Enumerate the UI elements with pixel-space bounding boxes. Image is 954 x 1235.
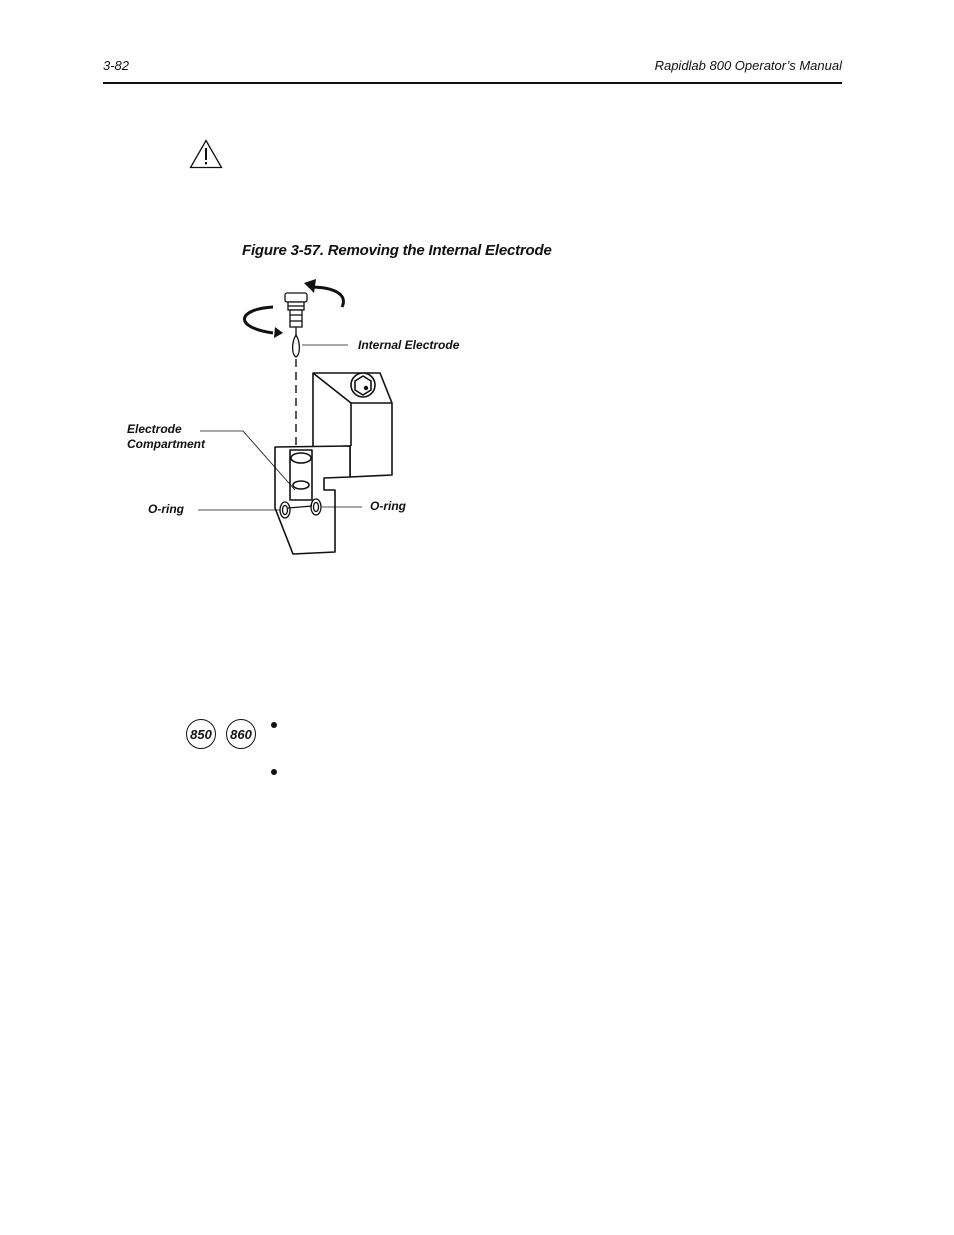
callout-compartment-label: Compartment bbox=[127, 437, 206, 451]
bullet-point-1 bbox=[271, 722, 277, 728]
arrowhead-top bbox=[304, 279, 316, 293]
model-badge-850: 850 bbox=[186, 719, 216, 749]
manual-title: Rapidlab 800 Operator’s Manual bbox=[654, 58, 842, 73]
bullet-point-2 bbox=[271, 769, 277, 775]
electrode-removal-figure bbox=[120, 275, 480, 565]
header-rule bbox=[103, 82, 842, 84]
callout-oring-left: O-ring bbox=[148, 502, 184, 516]
warning-triangle-icon bbox=[189, 139, 223, 169]
figure-caption: Figure 3-57. Removing the Internal Electrode bbox=[242, 242, 552, 259]
callout-oring-right: O-ring bbox=[370, 499, 406, 513]
arrowhead-bottom bbox=[274, 327, 283, 338]
page-number: 3-82 bbox=[103, 58, 130, 73]
callout-electrode-label: Electrode bbox=[127, 422, 182, 436]
callout-internal-electrode: Internal Electrode bbox=[358, 338, 460, 352]
model-badge-860: 860 bbox=[226, 719, 256, 749]
electrode-housing bbox=[275, 373, 392, 554]
internal-electrode-drawing bbox=[285, 293, 307, 357]
